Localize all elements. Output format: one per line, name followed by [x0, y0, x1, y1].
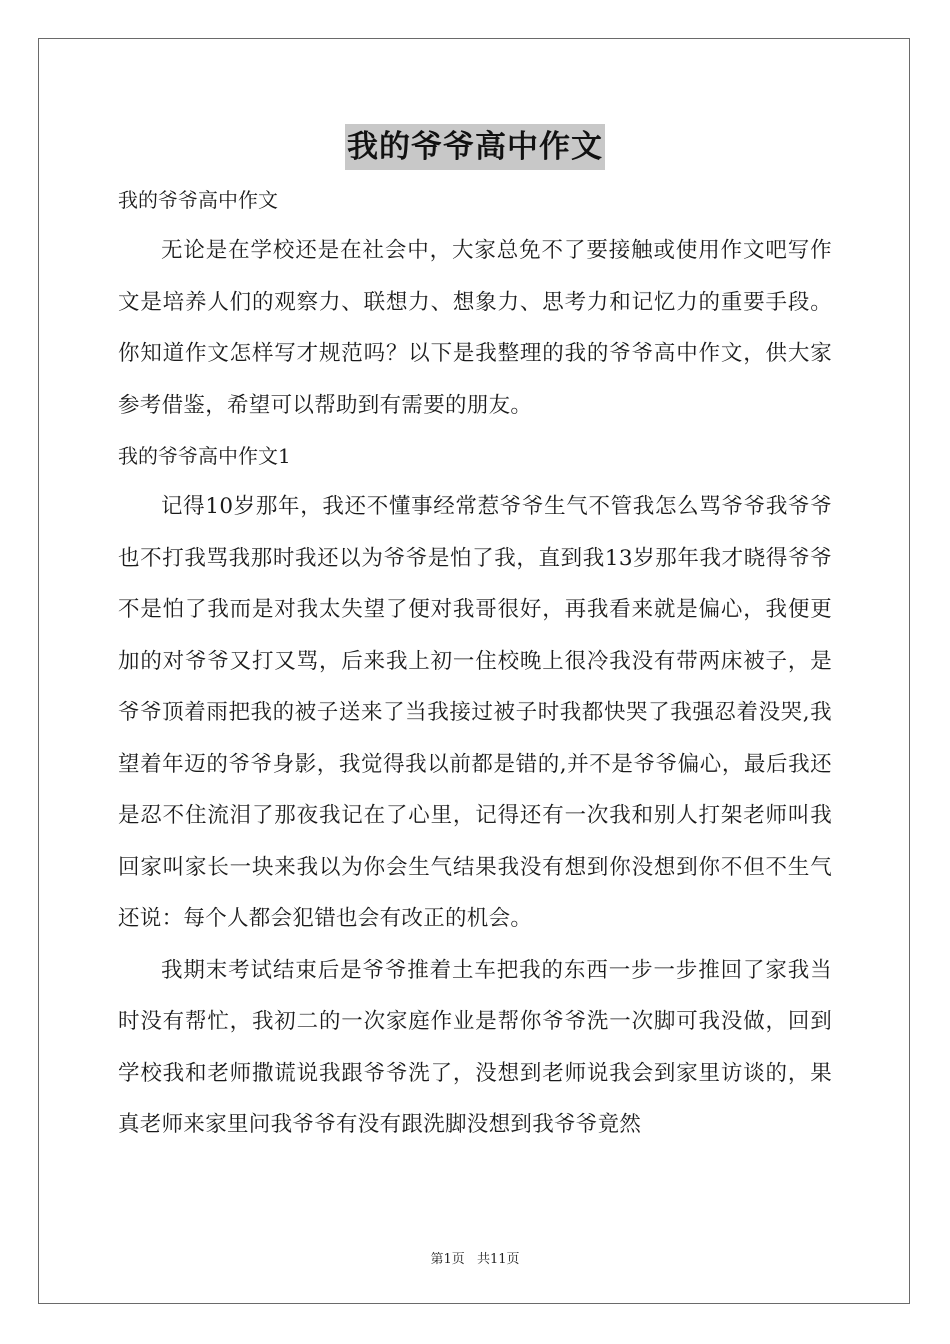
document-body — [118, 175, 832, 1151]
essay-paragraph-1: 记得10岁那年，我还不懂事经常惹爷爷生气不管我怎么骂爷爷我爷爷也不打我骂我那时我还以为爷爷是怕了我，直到我13岁那年我才晓得爷爷不是怕了我而是对我太失望了便对我哥很好，再我看来就是偏心，我便更加的对爷爷又打又骂，后来我上初一住校晚上很冷我没有带两床被子，是爷爷顶着雨把我的被子送来了当我接过被子时我都快哭了我强忍着没哭,我望着年迈的爷爷身影，我觉得我以前都是错的,并不是爷爷偏心，最后我还是忍不住流泪了那夜我记在了心里，记得还有一次我和别人打架老师叫我回家叫家长一块来我以为你会生气结果我没有想到你没想到你不但不生气还说：每个人都会犯错也会有改正的机会。 — [118, 494, 832, 931]
page-footer — [0, 1248, 950, 1267]
subheading-main: 我的爷爷高中作文 — [118, 188, 278, 212]
total-pages: 共11页 — [476, 1252, 520, 1267]
essay-paragraph-2: 我期末考试结束后是爷爷推着土车把我的东西一步一步推回了家我当时没有帮忙，我初二的一次家庭作业是帮你爷爷洗一次脚可我没做，回到学校我和老师撒谎说我跟爷爷洗了，没想到老师说我会到家里访谈的，果真老师来家里问我爷爷有没有跟洗脚没想到我爷爷竟然 — [118, 957, 832, 1137]
subheading-essay-1: 我的爷爷高中作文1 — [118, 444, 291, 468]
page-number: 第1页 — [430, 1252, 465, 1267]
document-title-text: 我的爷爷高中作文 — [345, 124, 605, 170]
intro-paragraph: 无论是在学校还是在社会中，大家总免不了要接触或使用作文吧写作文是培养人们的观察力、联想力、想象力、思考力和记忆力的重要手段。你知道作文怎样写才规范吗？以下是我整理的我的爷爷高中作文，供大家参考借鉴，希望可以帮助到有需要的朋友。 — [118, 238, 832, 418]
document-title — [0, 124, 950, 172]
